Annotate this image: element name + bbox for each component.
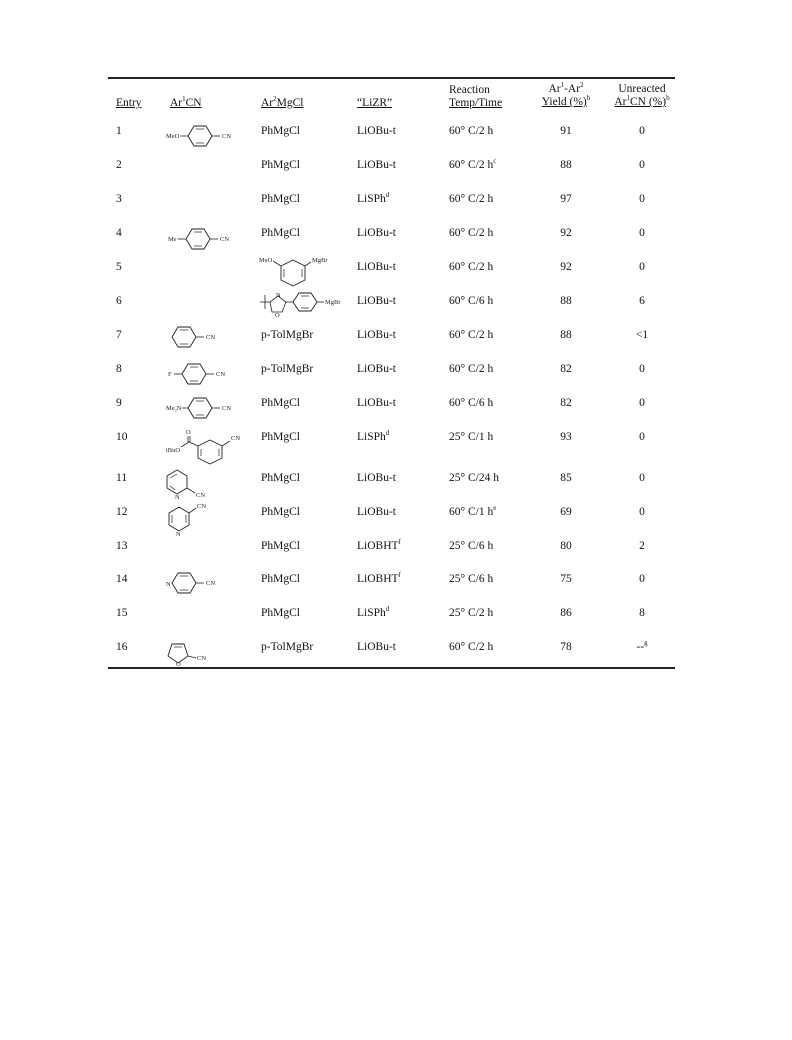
svg-text:CN: CN — [197, 503, 207, 510]
yield-cell — [536, 294, 596, 308]
temp-time-cell-text: 25° C/6 h — [449, 573, 494, 585]
table-row — [0, 294, 792, 324]
lizr-cell-text: LiOBu-t — [357, 159, 396, 171]
header-ar2mgcl — [261, 97, 303, 110]
lizr-cell — [357, 158, 396, 172]
table-top-rule — [108, 77, 675, 79]
lizr-cell — [357, 606, 389, 620]
svg-text:CN: CN — [197, 655, 207, 662]
yield-cell — [536, 640, 596, 654]
grignard-cell-text: PhMgCl — [261, 573, 300, 585]
temp-time-cell — [449, 260, 493, 274]
header-reaction — [449, 84, 502, 110]
entry-cell — [116, 572, 128, 586]
grignard-cell-text: PhMgCl — [261, 540, 300, 552]
lizr-cell-text: LiOBu-t — [357, 329, 396, 341]
yield-cell-text: 80 — [560, 540, 572, 552]
yield-cell — [536, 260, 596, 274]
grignard-cell-text: p-TolMgBr — [261, 363, 314, 375]
temp-time-cell-text: 60° C/2 h — [449, 329, 494, 341]
table-row — [0, 430, 792, 460]
lizr-cell-text: LiOBu-t — [357, 125, 396, 137]
header-yield-b: -Ar — [564, 83, 581, 95]
table-row — [0, 505, 792, 535]
lizr-cell — [357, 572, 401, 586]
header-yield — [536, 83, 596, 109]
structure-2-cyanopyridine — [163, 466, 223, 502]
grignard-cell-text: p-TolMgBr — [261, 641, 314, 653]
unreacted-cell-text: 2 — [639, 540, 645, 552]
entry-cell-text: 1 — [116, 125, 122, 137]
yield-cell-text: 88 — [560, 295, 572, 307]
lizr-cell — [357, 226, 396, 240]
header-yield-s2: 2 — [580, 81, 584, 90]
yield-cell — [536, 572, 596, 586]
unreacted-cell-text: 0 — [639, 397, 645, 409]
yield-cell-text: 88 — [560, 159, 572, 171]
grignard-cell-text: PhMgCl — [261, 506, 300, 518]
unreacted-cell — [612, 640, 672, 654]
structure-oxazolinylphenylmagnesium-bromide — [258, 289, 348, 319]
svg-text:N: N — [166, 581, 171, 588]
unreacted-cell-text: 0 — [639, 431, 645, 443]
yield-cell-text: 82 — [560, 397, 572, 409]
yield-cell — [536, 226, 596, 240]
entry-cell — [116, 430, 128, 444]
yield-cell — [536, 606, 596, 620]
table-row — [0, 260, 792, 290]
yield-cell-text: 88 — [560, 329, 572, 341]
grignard-cell — [261, 124, 300, 138]
svg-text:O: O — [186, 429, 191, 436]
temp-time-cell-text: 60° C/2 h — [449, 261, 494, 273]
grignard-cell — [261, 572, 300, 586]
table-row — [0, 124, 792, 154]
structure-4-methoxybenzonitrile — [166, 120, 246, 150]
entry-cell — [116, 362, 122, 376]
entry-cell-text: 9 — [116, 397, 122, 409]
table-row — [0, 226, 792, 256]
lizr-cell — [357, 430, 389, 444]
entry-cell-text: 10 — [116, 431, 128, 443]
lizr-cell-footnote: f — [398, 538, 401, 547]
header-yield-l2-sup: b — [586, 94, 591, 103]
structure-4-cyanopyridine — [166, 568, 236, 598]
entry-cell — [116, 328, 122, 342]
temp-time-cell-text: 60° C/6 h — [449, 295, 494, 307]
table-row — [0, 640, 792, 670]
svg-text:tBuO: tBuO — [166, 447, 181, 454]
header-ar2mgcl-a: Ar — [261, 97, 274, 109]
temp-time-cell-text: 25° C/24 h — [449, 472, 499, 484]
temp-time-cell-text: 25° C/6 h — [449, 540, 494, 552]
lizr-cell-text: LiOBu-t — [357, 295, 396, 307]
lizr-cell — [357, 396, 396, 410]
unreacted-cell-text: 0 — [639, 193, 645, 205]
unreacted-cell-text: 6 — [639, 295, 645, 307]
lizr-cell — [357, 192, 389, 206]
svg-text:CN: CN — [216, 371, 226, 378]
svg-text:CN: CN — [206, 334, 216, 341]
entry-cell — [116, 505, 128, 519]
temp-time-cell-text: 60° C/2 h — [449, 159, 494, 171]
header-entry — [116, 97, 142, 110]
table-row — [0, 192, 792, 222]
lizr-cell-footnote: d — [385, 605, 390, 614]
header-lizr — [357, 97, 392, 110]
lizr-cell — [357, 328, 396, 342]
header-temp-time: Temp/Time — [449, 97, 503, 109]
yield-cell — [536, 124, 596, 138]
unreacted-cell — [612, 471, 672, 485]
grignard-cell-text: p-TolMgBr — [261, 329, 314, 341]
yield-cell — [536, 192, 596, 206]
temp-time-cell — [449, 124, 493, 138]
entry-cell — [116, 539, 128, 553]
structure-3-cyanopyridine — [165, 501, 225, 537]
unreacted-cell — [612, 260, 672, 274]
temp-time-cell-text: 60° C/2 h — [449, 363, 494, 375]
svg-text:N: N — [175, 494, 180, 501]
header-unr-sup: b — [666, 94, 670, 103]
temp-time-cell-text: 60° C/1 h — [449, 506, 494, 518]
table-row — [0, 471, 792, 501]
header-yield-l2: Yield (%) — [541, 96, 587, 108]
lizr-cell-footnote: d — [385, 191, 390, 200]
temp-time-cell-text: 60° C/2 h — [449, 227, 494, 239]
grignard-cell-text: PhMgCl — [261, 227, 300, 239]
svg-text:MeO: MeO — [166, 133, 180, 140]
yield-cell-text: 69 — [560, 506, 572, 518]
entry-cell-text: 11 — [116, 472, 128, 484]
yield-cell-text: 97 — [560, 193, 572, 205]
temp-time-cell — [449, 328, 493, 342]
entry-cell-text: 7 — [116, 329, 122, 341]
yield-cell — [536, 158, 596, 172]
structure-4-fluorobenzonitrile — [168, 358, 243, 388]
grignard-cell-text: PhMgCl — [261, 397, 300, 409]
header-yield-a: Ar — [548, 83, 561, 95]
lizr-cell-text: LiOBu-t — [357, 506, 396, 518]
grignard-cell-text: PhMgCl — [261, 125, 300, 137]
entry-cell-text: 6 — [116, 295, 122, 307]
temp-time-cell-text: 25° C/1 h — [449, 431, 494, 443]
header-reaction-text: Reaction — [449, 84, 490, 96]
grignard-cell — [261, 328, 313, 342]
grignard-cell-text: PhMgCl — [261, 159, 300, 171]
entry-cell — [116, 260, 122, 274]
svg-text:Me: Me — [168, 236, 177, 243]
unreacted-cell-text: 0 — [639, 472, 645, 484]
lizr-cell-text: LiOBu-t — [357, 261, 396, 273]
structure-2-furonitrile — [166, 636, 226, 666]
table-row — [0, 362, 792, 392]
lizr-cell — [357, 640, 396, 654]
header-ar1cn — [170, 97, 202, 110]
svg-text:N: N — [276, 292, 281, 299]
svg-text:O: O — [176, 661, 181, 668]
entry-cell — [116, 158, 122, 172]
yield-cell-text: 82 — [560, 363, 572, 375]
structure-3-methoxyphenylmagnesium-bromide — [259, 254, 334, 288]
header-ar1cn-a: Ar — [170, 97, 183, 109]
header-ar1cn-b: CN — [185, 97, 202, 109]
entry-cell — [116, 606, 128, 620]
header-yield-s1: 1 — [560, 81, 565, 90]
yield-cell-text: 92 — [560, 261, 572, 273]
yield-cell — [536, 362, 596, 376]
unreacted-cell-text: 8 — [639, 607, 645, 619]
entry-cell-text: 14 — [116, 573, 128, 585]
lizr-cell — [357, 124, 396, 138]
svg-text:Me₂N: Me₂N — [166, 405, 182, 412]
temp-time-cell-footnote: e — [493, 504, 497, 513]
yield-cell-text: 86 — [560, 607, 572, 619]
table-row — [0, 328, 792, 358]
yield-cell — [536, 328, 596, 342]
structure-4-dimethylaminobenzonitrile — [166, 392, 246, 422]
lizr-cell-footnote: d — [385, 429, 390, 438]
unreacted-cell-text: -- — [636, 641, 645, 653]
yield-cell-text: 93 — [560, 431, 572, 443]
unreacted-cell-text: 0 — [639, 125, 645, 137]
grignard-cell — [261, 606, 300, 620]
yield-cell-text: 91 — [560, 125, 572, 137]
entry-cell-text: 4 — [116, 227, 122, 239]
grignard-cell — [261, 396, 300, 410]
temp-time-cell — [449, 192, 493, 206]
structure-benzonitrile — [168, 322, 228, 352]
table-row — [0, 606, 792, 636]
header-unr-s1: 1 — [626, 94, 631, 103]
temp-time-cell — [449, 606, 493, 620]
temp-time-cell-footnote: c — [493, 157, 497, 166]
grignard-cell — [261, 362, 313, 376]
yield-cell — [536, 396, 596, 410]
structure-tert-butyl-3-cyanobenzoate — [166, 428, 246, 468]
grignard-cell-text: PhMgCl — [261, 607, 300, 619]
grignard-cell — [261, 640, 313, 654]
temp-time-cell — [449, 539, 493, 553]
entry-cell-text: 13 — [116, 540, 128, 552]
temp-time-cell — [449, 226, 493, 240]
header-unr-a: Ar — [614, 96, 627, 108]
temp-time-cell-text: 60° C/2 h — [449, 193, 494, 205]
lizr-cell-footnote: f — [398, 571, 401, 580]
unreacted-cell — [612, 396, 672, 410]
svg-text:CN: CN — [206, 580, 216, 587]
entry-cell-text: 3 — [116, 193, 122, 205]
entry-cell — [116, 294, 122, 308]
unreacted-cell-text: 0 — [639, 159, 645, 171]
svg-text:MgBr: MgBr — [312, 257, 328, 264]
unreacted-cell — [612, 294, 672, 308]
temp-time-cell-text: 60° C/6 h — [449, 397, 494, 409]
yield-cell — [536, 430, 596, 444]
entry-cell-text: 8 — [116, 363, 122, 375]
svg-text:N: N — [176, 531, 181, 538]
entry-cell-text: 16 — [116, 641, 128, 653]
yield-cell — [536, 471, 596, 485]
yield-cell-text: 92 — [560, 227, 572, 239]
unreacted-cell-text: 0 — [639, 506, 645, 518]
lizr-cell — [357, 505, 396, 519]
table-row — [0, 396, 792, 426]
grignard-cell — [261, 158, 300, 172]
lizr-cell — [357, 362, 396, 376]
grignard-cell — [261, 192, 300, 206]
svg-text:F: F — [168, 371, 172, 378]
lizr-cell-text: LiSPh — [357, 193, 386, 205]
svg-text:CN: CN — [222, 133, 232, 140]
entry-cell — [116, 471, 127, 485]
entry-cell — [116, 192, 122, 206]
yield-cell-text: 75 — [560, 573, 572, 585]
unreacted-cell-text: 0 — [639, 227, 645, 239]
unreacted-cell — [612, 606, 672, 620]
grignard-cell — [261, 539, 300, 553]
lizr-cell-text: LiOBu-t — [357, 363, 396, 375]
svg-text:O: O — [275, 312, 280, 319]
yield-cell-text: 85 — [560, 472, 572, 484]
lizr-cell — [357, 539, 401, 553]
unreacted-cell — [612, 362, 672, 376]
grignard-cell — [261, 471, 300, 485]
header-ar2mgcl-b: MgCl — [276, 97, 304, 109]
header-ar1cn-sup: 1 — [182, 95, 186, 104]
unreacted-cell-footnote: g — [644, 639, 648, 648]
unreacted-cell — [612, 192, 672, 206]
table-bottom-rule — [108, 667, 675, 669]
entry-cell — [116, 124, 122, 138]
grignard-cell-text: PhMgCl — [261, 431, 300, 443]
svg-text:CN: CN — [220, 236, 230, 243]
svg-text:MgBr: MgBr — [325, 299, 341, 306]
lizr-cell — [357, 294, 396, 308]
unreacted-cell-text: <1 — [635, 329, 649, 341]
yield-cell — [536, 539, 596, 553]
lizr-cell-text: LiOBu-t — [357, 641, 396, 653]
entry-cell — [116, 226, 122, 240]
temp-time-cell-text: 60° C/2 h — [449, 125, 494, 137]
temp-time-cell — [449, 158, 496, 172]
temp-time-cell — [449, 362, 493, 376]
unreacted-cell — [612, 124, 672, 138]
table-row — [0, 539, 792, 569]
temp-time-cell — [449, 294, 493, 308]
entry-cell-text: 2 — [116, 159, 122, 171]
unreacted-cell — [612, 539, 672, 553]
temp-time-cell-text: 60° C/2 h — [449, 641, 494, 653]
header-unreacted-text: Unreacted — [618, 83, 666, 95]
temp-time-cell — [449, 471, 499, 485]
unreacted-cell-text: 0 — [639, 363, 645, 375]
svg-text:CN: CN — [196, 492, 206, 499]
unreacted-cell-text: 0 — [639, 261, 645, 273]
unreacted-cell — [612, 572, 672, 586]
lizr-cell-text: LiSPh — [357, 607, 386, 619]
lizr-cell-text: LiOBu-t — [357, 397, 396, 409]
table-row — [0, 572, 792, 602]
yield-cell-text: 78 — [560, 641, 572, 653]
svg-text:CN: CN — [222, 405, 232, 412]
temp-time-cell — [449, 572, 493, 586]
grignard-cell-text: PhMgCl — [261, 193, 300, 205]
entry-cell — [116, 396, 122, 410]
grignard-cell — [261, 430, 300, 444]
svg-text:CN: CN — [231, 435, 241, 442]
unreacted-cell — [612, 430, 672, 444]
lizr-cell-text: LiOBHT — [357, 573, 399, 585]
header-ar2mgcl-sup: 2 — [273, 95, 277, 104]
lizr-cell — [357, 471, 396, 485]
unreacted-cell — [612, 226, 672, 240]
header-unr-b: CN (%) — [630, 96, 667, 108]
header-entry-text: Entry — [116, 97, 142, 109]
table-row — [0, 158, 792, 188]
unreacted-cell — [612, 328, 672, 342]
entry-cell-text: 15 — [116, 607, 128, 619]
temp-time-cell-text: 25° C/2 h — [449, 607, 494, 619]
lizr-cell-text: LiOBHT — [357, 540, 399, 552]
entry-cell-text: 5 — [116, 261, 122, 273]
unreacted-cell — [612, 505, 672, 519]
grignard-cell-text: PhMgCl — [261, 472, 300, 484]
lizr-cell — [357, 260, 396, 274]
unreacted-cell — [612, 158, 672, 172]
temp-time-cell — [449, 640, 493, 654]
header-unreacted — [608, 83, 676, 109]
unreacted-cell-text: 0 — [639, 573, 645, 585]
grignard-cell — [261, 226, 300, 240]
yield-cell — [536, 505, 596, 519]
temp-time-cell — [449, 430, 493, 444]
entry-cell — [116, 640, 128, 654]
header-lizr-text: “LiZR” — [357, 97, 393, 109]
lizr-cell-text: LiOBu-t — [357, 472, 396, 484]
lizr-cell-text: LiOBu-t — [357, 227, 396, 239]
entry-cell-text: 12 — [116, 506, 128, 518]
temp-time-cell — [449, 505, 496, 519]
grignard-cell — [261, 505, 300, 519]
lizr-cell-text: LiSPh — [357, 431, 386, 443]
structure-4-methylbenzonitrile — [168, 223, 243, 253]
svg-text:MeO: MeO — [259, 257, 273, 264]
temp-time-cell — [449, 396, 493, 410]
